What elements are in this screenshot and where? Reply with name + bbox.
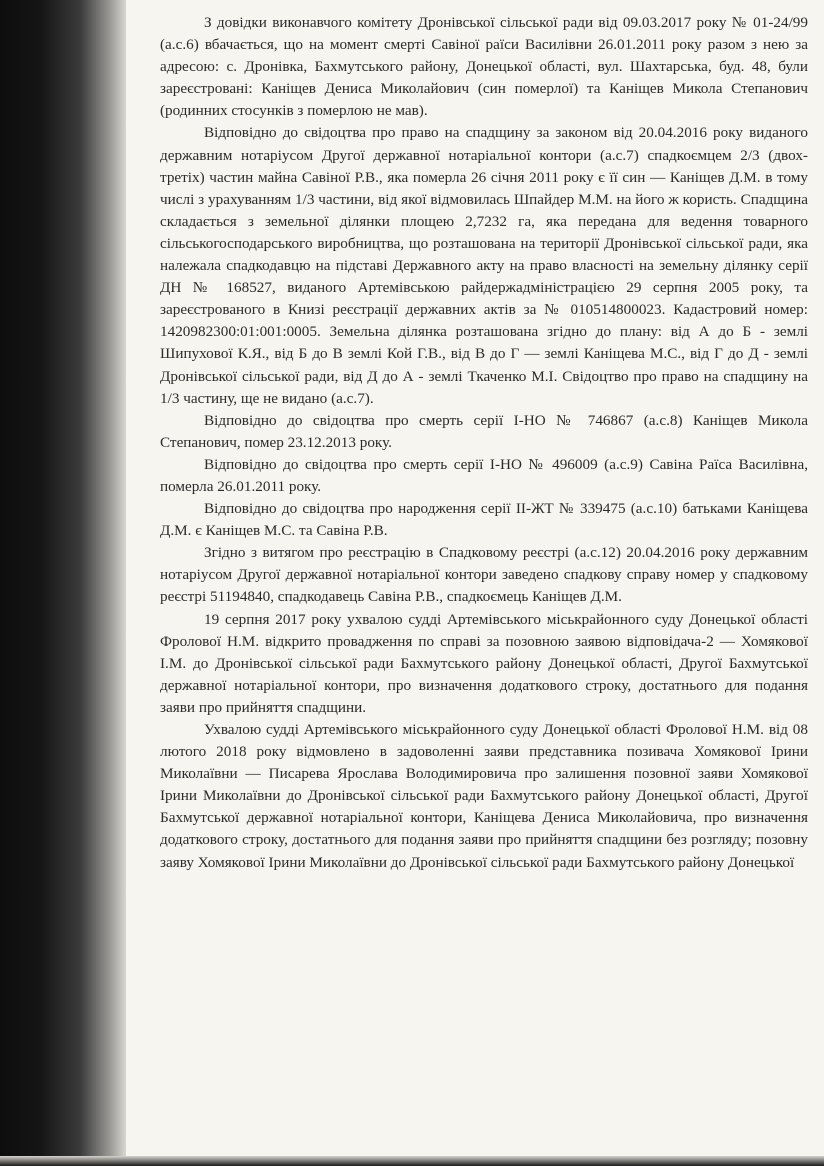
scan-bottom-edge [0, 1156, 824, 1166]
paragraph-death-certificate-kanishchev: Відповідно до свідоцтва про смерть серії І-НО № 746867 (а.с.8) Каніщев Микола Степанович, помер 23.12.2013 року. [160, 411, 808, 451]
document-body [160, 12, 808, 874]
paragraph-birth-certificate: Відповідно до свідоцтва про народження серії ІІ-ЖТ № 339475 (а.с.10) батьками Каніщева Д.М. є Каніщев М.С. та Савіна Р.В. [160, 500, 808, 540]
paragraph-residence-certificate: З довідки виконавчого комітету Дронівської сільської ради від 09.03.2017 року № 01-24/99 (а.с.6) вбачається, що на момент смерті Савіної раїси Василівни 26.01.2011 року разом з нею за адресою: с. Дронівка, Бахмутського району, Донецької області, вул. Шахтарська, буд. 48, були зареєстровані: Каніщев Дениса Миколайович (син померлої) та Каніщев Микола Степанович (родинних стосунків з померлою не мав). [160, 14, 808, 120]
scan-shadow-edge [0, 0, 130, 1166]
paragraph-inheritance-certificate: Відповідно до свідоцтва про право на спадщину за законом від 20.04.2016 року виданого державним нотаріусом Другої державної нотаріальної контори (а.с.7) спадкоємцем 2/3 (двох-третіх) частин майна Савіної Р.В., яка померла 26 січня 2011 року є її син — Каніщев Д.М. в тому числі з урахуванням 1/3 частини, від якої відмовилась Шпайдер М.М. на його ж користь. Спадщина складається з земельної ділянки площею 2,7232 га, яка передана для ведення товарного сільськогосподарського виробництва, що розташована на території Дронівської сільської ради, яка належала спадкодавцю на підставі Державного акту на право власності на земельну ділянку серії ДН № 168527, виданого Артемівською райдержадміністрацією 29 серпня 2005 року, та зареєстрованого в Книзі реєстрації державних актів за № 010514800023. Кадастровий номер: 1420982300:01:001:0005. Земельна ділянка розташована згідно до плану: від А до Б - землі Шипухової К.Я., від Б до В землі Кой Г.В., від В до Г — землі Каніщева М.С., від Г до Д - землі Дронівської сільської ради, від Д до А - землі Ткаченко М.І. Свідоцтво про право на спадщину на 1/3 частину, ще не видано (а.с.7). [160, 124, 808, 407]
paragraph-death-certificate-savina: Відповідно до свідоцтва про смерть серії І-НО № 496009 (а.с.9) Савіна Раїса Василівна, померла 26.01.2011 року. [160, 455, 808, 495]
paragraph-court-proceedings: 19 серпня 2017 року ухвалою судді Артемівського міськрайонного суду Донецької області Фролової Н.М. відкрито провадження по справі за позовною заявою відповідача-2 — Хомякової І.М. до Дронівської сільської ради Бахмутського району Донецької області, Другої Бахмутської державної нотаріальної контори, про визначення додаткового строку, достатнього для подання заяви про прийняття спадщини. [160, 610, 808, 716]
paragraph-court-ruling: Ухвалою судді Артемівського міськрайонного суду Донецької області Фролової Н.М. від 08 лютого 2018 року відмовлено в задоволенні заяви представника позивача Хомякової Ірини Миколаївни — Писарева Ярослава Володимировича про залишення позовної заяви Хомякової Ірини Миколаївни до Дронівської сільської ради Бахмутського району Донецької області, Другої Бахмутської державної нотаріальної контори, Каніщева Дениса Миколайовича, про визначення додаткового строку, достатнього для подання заяви про прийняття спадщини без розгляду; позовну заяву Хомякової Ірини Миколаївни до Дронівської сільської ради Бахмутського району Донецької [160, 721, 808, 871]
paragraph-inheritance-registry: Згідно з витягом про реєстрацію в Спадковому реєстрі (а.с.12) 20.04.2016 року державним нотаріусом Другої державної нотаріальної контори заведено спадкову справу номер у спадковому реєстрі 51194840, спадкодавець Савіна Р.В., спадкоємець Каніщев Д.М. [160, 544, 808, 606]
